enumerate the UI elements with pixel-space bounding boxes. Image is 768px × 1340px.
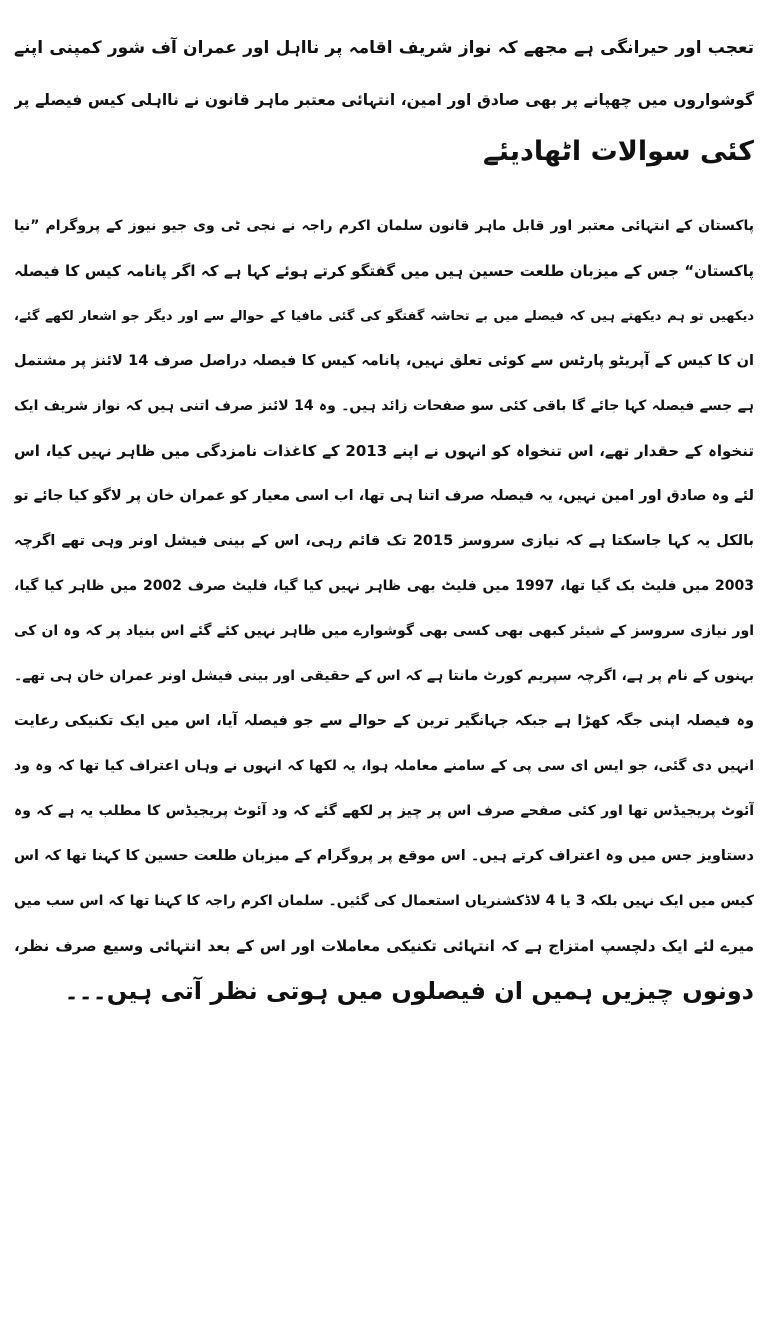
body-line: بالکل یہ کہا جاسکتا ہے کہ نیازی سروسز 2015 تک قائم رہی، اس کے بینی فیشل اونر وہی تھے اگرچہ bbox=[14, 533, 754, 549]
body-line: دونوں چیزیں ہمیں ان فیصلوں میں ہوتی نظر آتی ہیں۔۔۔ bbox=[64, 977, 754, 1005]
body-line: دیکھیں تو ہم دیکھتے ہیں کہ فیصلے میں بے تحاشہ گفتگو کی گئی مافیا کے حوالے سے اور دیگر جو اشعار لکھے گئے، bbox=[14, 309, 754, 324]
body-line: اور نیازی سروسز کے شیئر کبھی بھی کسی بھی گوشوارے میں ظاہر نہیں کئے گئے اس بنیاد پر کہ وہ ان کی bbox=[14, 623, 754, 639]
body-line: دستاویز جس میں وہ اعتراف کرتے ہیں۔ اس موقع پر پروگرام کے میزبان طلعت حسین کا کہنا تھا کہ اس bbox=[14, 848, 754, 864]
headline-line: گوشواروں میں چھپانے پر بھی صادق اور امین، انتہائی معتبر ماہر قانون نے نااہلی کیس فیصلے پر bbox=[14, 91, 754, 109]
body-line: انہیں دی گئی، جو ایس ای سی پی کے سامنے معاملہ ہوا، یہ لکھا کہ انہوں نے وہاں اعتراف کیا تھا کہ وہ ود bbox=[14, 758, 754, 774]
article-headline bbox=[14, 0, 754, 178]
body-line: لئے وہ صادق اور امین نہیں، یہ فیصلہ صرف اتنا ہی تھا، اب اسی معیار کو عمران خان پر لاگو کیا جائے تو bbox=[14, 488, 754, 504]
body-line: ہے جسے فیصلہ کہا جائے گا باقی کئی سو صفحات زائد ہیں۔ وہ 14 لائنز صرف اتنی ہیں کہ نواز شریف ایک bbox=[14, 398, 754, 414]
body-line: بہنوں کے نام پر ہے، اگرچہ سپریم کورٹ مانتا ہے کہ اس کے حقیقی اور بینی فیشل اونر عمران خان ہی تھے۔ bbox=[14, 668, 754, 684]
body-line: وہ فیصلہ اپنی جگہ کھڑا ہے جبکہ جہانگیر ترین کے حوالے سے جو فیصلہ آیا، اس میں ایک تکنیکی رعایت bbox=[14, 713, 754, 729]
headline-line: کئی سوالات اٹھادیئے bbox=[482, 136, 754, 167]
body-line: میرے لئے ایک دلچسپ امتزاج ہے کہ انتہائی تکنیکی معاملات اور اس کے بعد انتہائی وسیع صرف نظر، bbox=[14, 937, 754, 955]
body-line: 2003 میں فلیٹ بک گیا تھا، 1997 میں فلیٹ بھی ظاہر نہیں کیا گیا، فلیٹ صرف 2002 میں ظاہر کیا گیا، bbox=[14, 578, 754, 594]
body-line: پاکستان“ جس کے میزبان طلعت حسین ہیں میں گفتگو کرتے ہوئے کہا ہے کہ اگر پانامہ کیس کا فیصلہ bbox=[14, 262, 754, 280]
body-line: ان کا کیس کے آپریٹو پارٹس سے کوئی تعلق نہیں، پانامہ کیس کا فیصلہ دراصل صرف 14 لائنز پر مشتمل bbox=[14, 353, 754, 369]
article-body bbox=[14, 178, 754, 1014]
body-line: پاکستان کے انتہائی معتبر اور قابل ماہر قانون سلمان اکرم راجہ نے نجی ٹی وی جیو نیوز کے پروگرام ”نیا bbox=[14, 218, 754, 234]
headline-line: تعجب اور حیرانگی ہے مجھے کہ نواز شریف اقامہ پر نااہل اور عمران آف شور کمپنی اپنے bbox=[14, 38, 754, 58]
body-line: تنخواہ کے حقدار تھے، اس تنخواہ کو انہوں نے اپنے 2013 کے کاغذات نامزدگی میں ظاہر نہیں کیا، اس bbox=[14, 442, 754, 460]
body-line: کیس میں ایک نہیں بلکہ 3 یا 4 لاڈکشنریاں استعمال کی گئیں۔ سلمان اکرم راجہ کا کہنا تھا کہ اس سب میں bbox=[14, 893, 754, 909]
article-page bbox=[14, 0, 754, 1340]
body-line: آئوٹ پریجیڈس تھا اور کئی صفحے صرف اس پر چیز پر لکھے گئے کہ ود آئوٹ پریجیڈس کا مطلب یہ ہے کہ وہ bbox=[14, 803, 754, 819]
